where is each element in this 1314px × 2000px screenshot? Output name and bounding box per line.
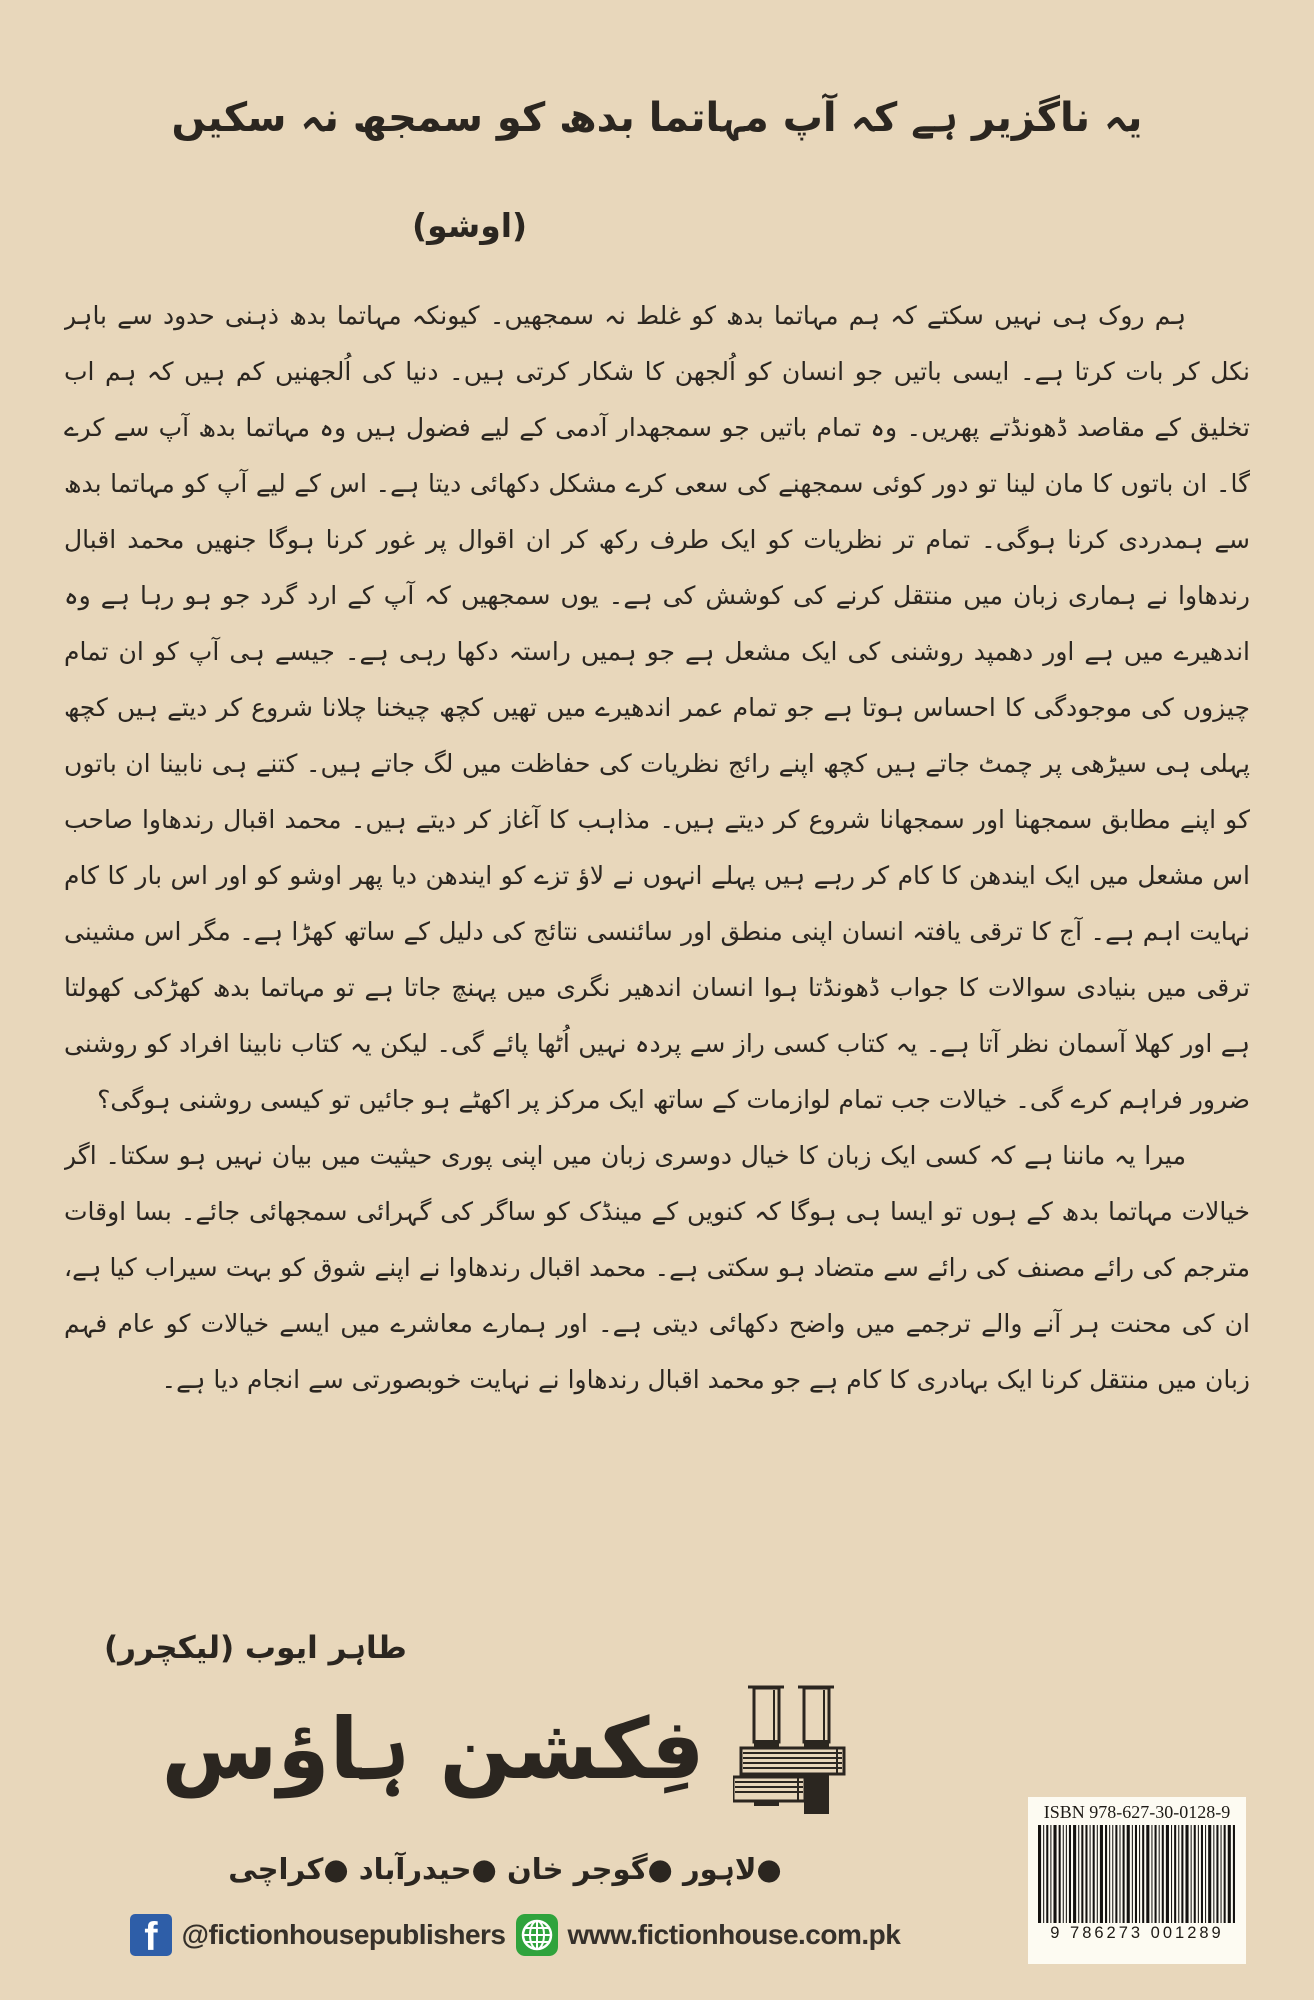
isbn-label: ISBN 978-627-30-0128-9 [1043,1802,1231,1822]
quote-heading: یہ ناگزیر ہے کہ آپ مہاتما بدھ کو سمجھ نہ سکیں [171,95,1143,141]
facebook-handle: @fictionhousepublishers [181,1919,506,1950]
website-url: www.fictionhouse.com.pk [567,1919,901,1950]
globe-icon [516,1914,558,1956]
review-text [64,288,1250,1623]
publisher-cities: ●لاہور ●گوجر خان ●حیدرآباد ●کراچی [228,1852,782,1886]
social-bar [0,1914,1030,1956]
review-paragraph-1: ہم روک ہی نہیں سکتے کہ ہم مہاتما بدھ کو غلط نہ سمجھیں۔ کیونکہ مہاتما بدھ ذہنی حدود سے باہر نکل کر بات کرتا ہے۔ ایسی باتیں جو انسان کو اُلجھن کا شکار کرتی ہیں۔ دنیا کی اُلجھنیں کم ہیں کہ ہم اب تخلیق کے مقاصد ڈھونڈتے پھریں۔ وہ تمام باتیں جو سمجھدار آدمی کے لیے فضول ہیں وہ مہاتما بدھ آپ سے کرے گا۔ ان باتوں کا مان لینا تو دور کوئی سمجھنے کی سعی کرے مشکل دکھائی دیتا ہے۔ اس کے لیے آپ کو مہاتما بدھ سے ہمدردی کرنا ہوگی۔ تمام تر نظریات کو ایک طرف رکھ کر ان اقوال پر غور کرنا ہوگا جنھیں محمد اقبال رندھاوا نے ہماری زبان میں منتقل کرنے کی کوشش کی ہے۔ یوں سمجھیں کہ آپ کے ارد گرد جو ہو رہا ہے وہ اندھیرے میں ہے اور دھمپد روشنی کی ایک مشعل ہے جو ہمیں راستہ دکھا رہی ہے۔ جیسے ہی آپ کو ان تمام چیزوں کی موجودگی کا احساس ہوتا ہے جو تمام عمر اندھیرے میں تھیں کچھ چیخنا چلانا شروع کر دیتے ہیں کچھ پہلی ہی سیڑھی پر چمٹ جاتے ہیں کچھ اپنے رائج نظریات کی حفاظت میں لگ جاتے ہیں۔ کتنے ہی نابینا ان باتوں کو اپنے مطابق سمجھنا اور سمجھانا شروع کر دیتے ہیں۔ مذاہب کا آغاز کر دیتے ہیں۔ محمد اقبال رندھاوا صاحب اس مشعل میں ایک ایندھن کا کام کر رہے ہیں پہلے انہوں نے لاؤ تزے کو ایندھن دیا پھر اوشو کو اور اس بار کا کام نہایت اہم ہے۔ آج کا ترقی یافتہ انسان اپنی منطق اور سائنسی نتائج کی دلیل کے ساتھ کھڑا ہے۔ مگر اس مشینی ترقی میں بنیادی سوالات کا جواب ڈھونڈتا ہوا انسان اندھیر نگری میں پہنچ جاتا ہے تو مہاتما بدھ کھڑکی کھولتا ہے اور کھلا آسمان نظر آتا ہے۔ یہ کتاب کسی راز سے پردہ نہیں اُٹھا پائے گی۔ لیکن یہ کتاب نابینا افراد کو روشنی ضرور فراہم کرے گی۔ خیالات جب تمام لوازمات کے ساتھ ایک مرکز پر اکھٹے ہو جائیں تو کیسی روشنی ہوگی؟ [64,301,1250,1114]
barcode-digits: 9 786273 001289 [1050,1924,1224,1942]
publisher-logo [0,1684,1010,1814]
publisher-name: فِکشن ہاؤس [161,1700,705,1798]
reviewer-name: طاہر ایوب (لیکچرر) [104,1630,407,1666]
review-paragraph-2: میرا یہ ماننا ہے کہ کسی ایک زبان کا خیال دوسری زبان میں اپنی پوری حیثیت میں بیان نہیں ہو سکتا۔ اگر خیالات مہاتما بدھ کے ہوں تو ایسا ہی ہوگا کہ کنویں کے مینڈک کو ساگر کی گہرائی سمجھائی جائے۔ بسا اوقات مترجم کی رائے مصنف کی رائے سے متضاد ہو سکتی ہے۔ محمد اقبال رندھاوا نے اپنے شوق کو بہت سیراب کیا ہے، ان کی محنت ہر آنے والے ترجمے میں واضح دکھائی دیتی ہے۔ اور ہمارے معاشرے میں ایسے خیالات کو عام فہم زبان میں منتقل کرنا ایک بہادری کا کام ہے جو محمد اقبال رندھاوا نے نہایت خوبصورتی سے انجام دیا ہے۔ [64,1141,1250,1394]
stacked-books-icon [733,1684,849,1814]
facebook-icon: f [130,1914,172,1956]
isbn-barcode [1028,1797,1246,1964]
barcode-bars [1038,1825,1236,1923]
quote-attribution-osho: (اوشو) [412,206,528,245]
